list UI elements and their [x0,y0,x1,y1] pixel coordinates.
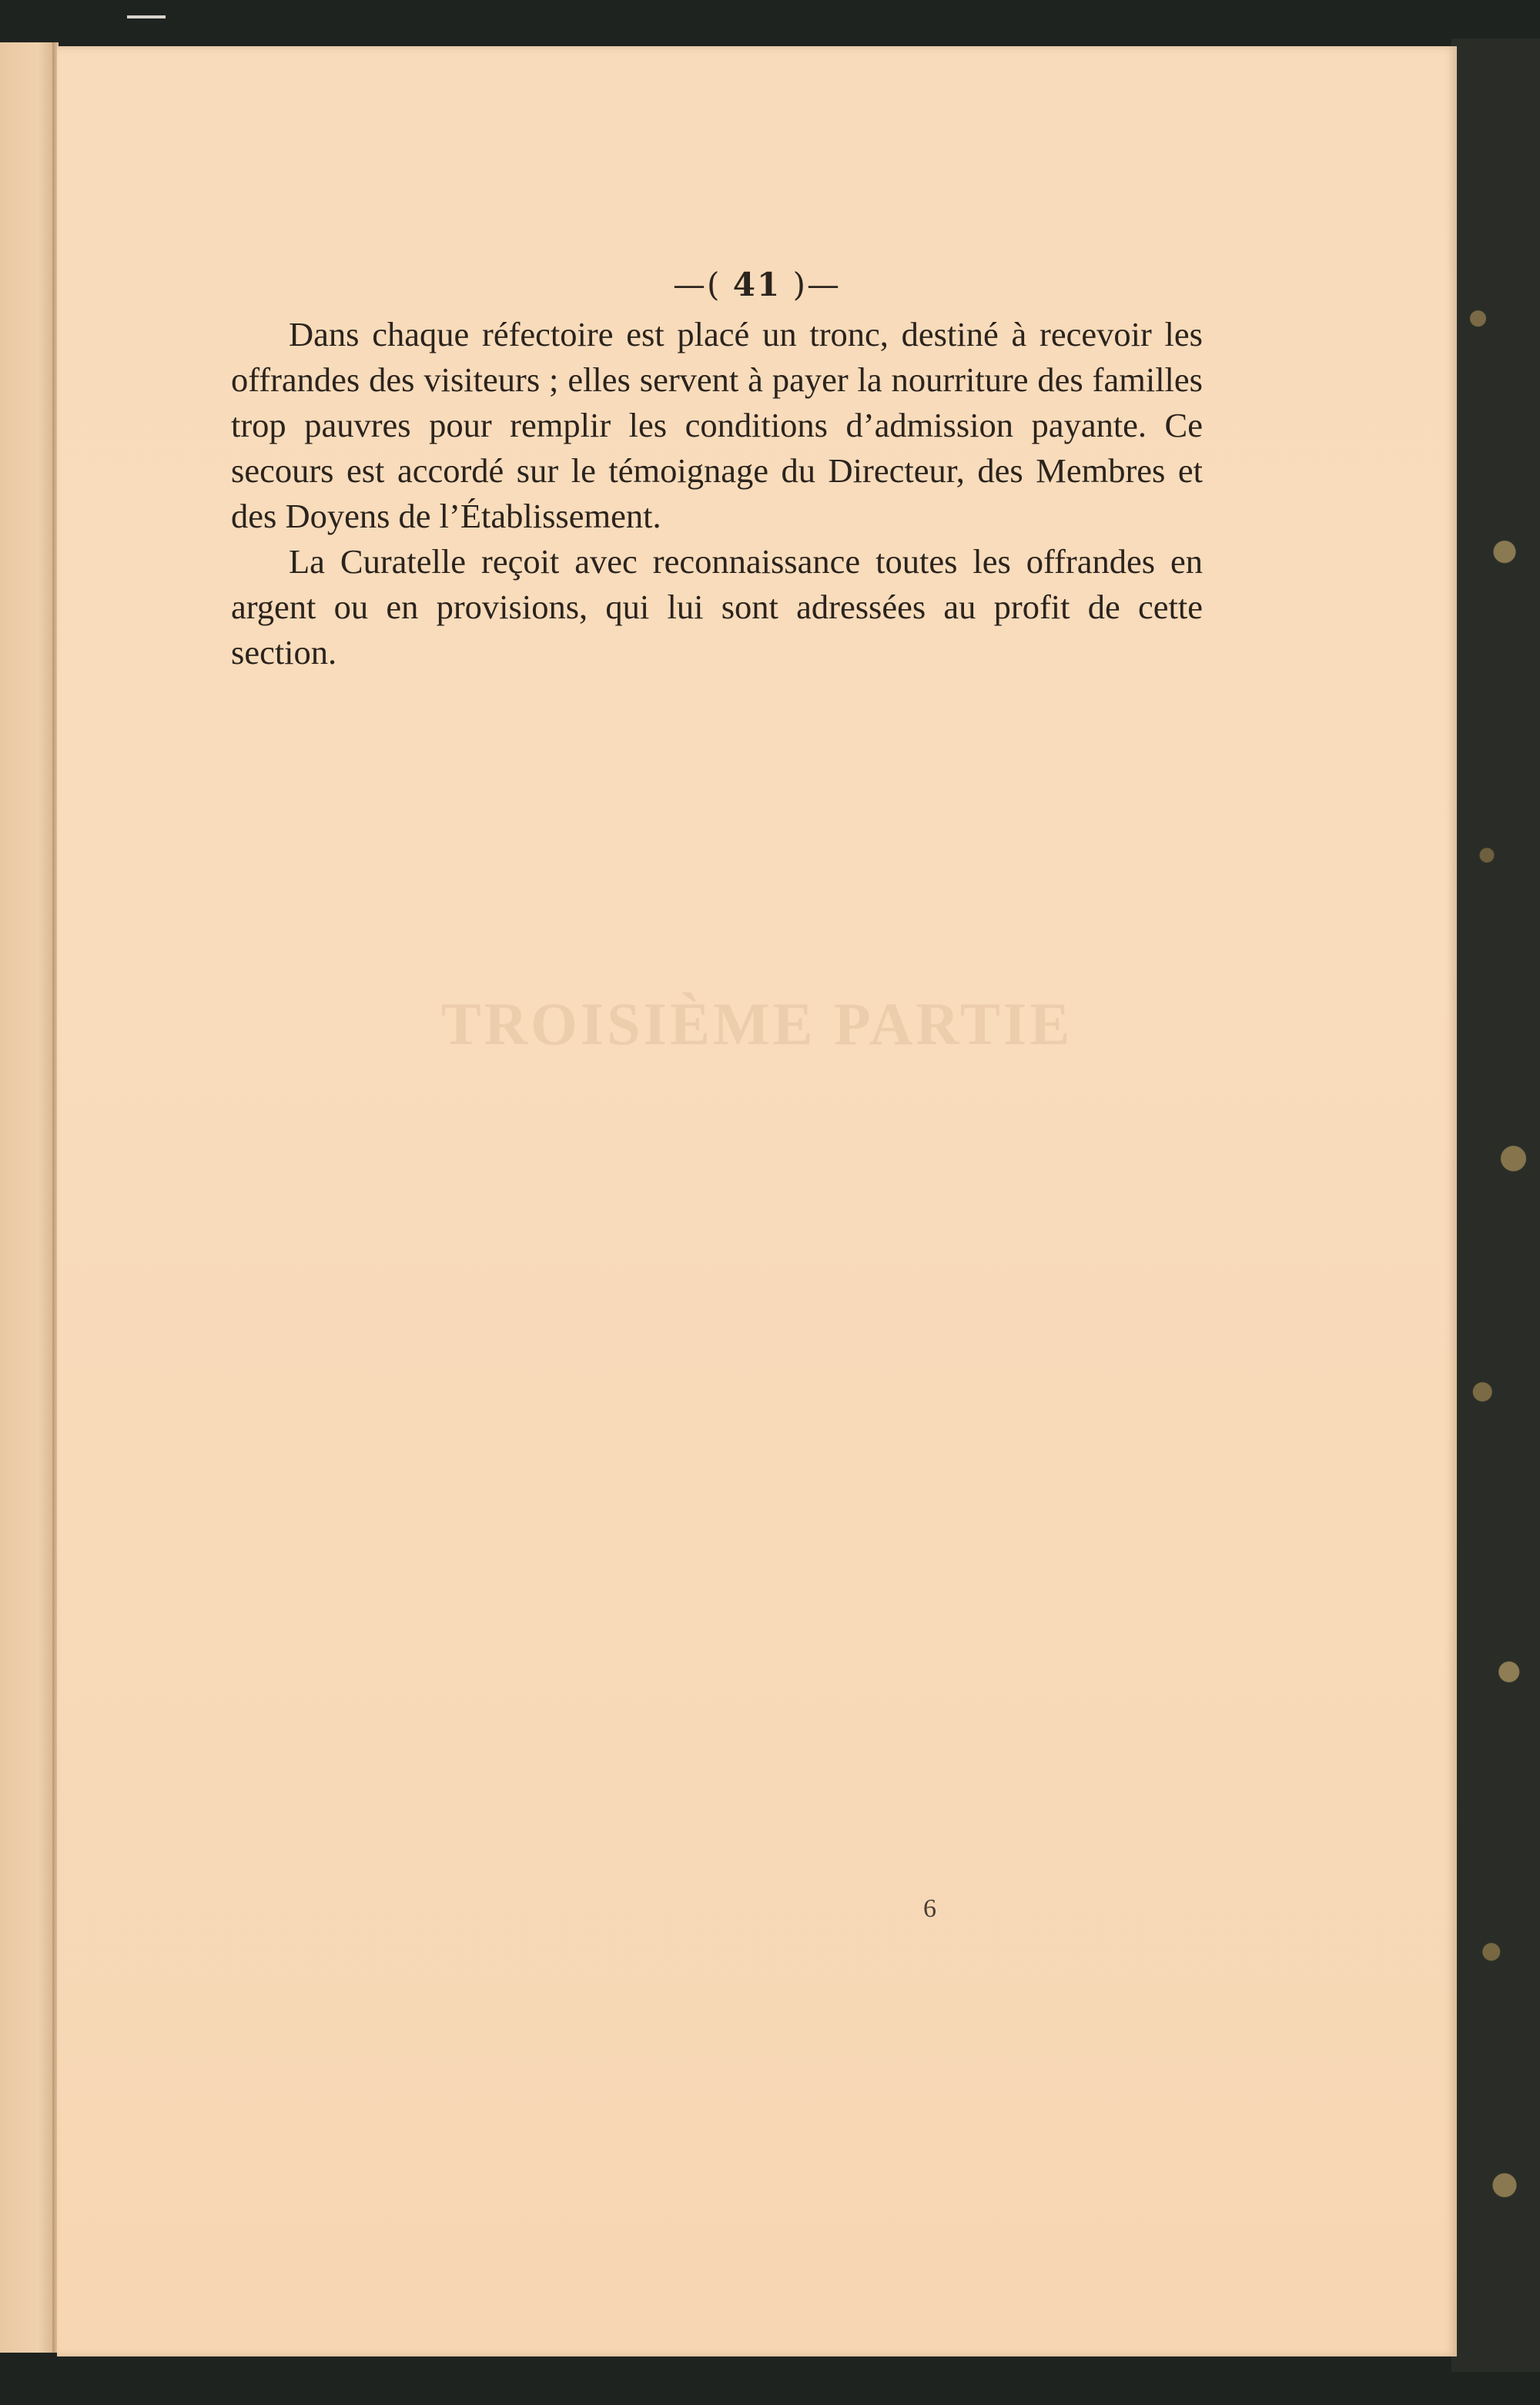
running-header [57,266,1457,303]
header-right-dash: )— [792,266,841,303]
book-binding-edge [1451,39,1540,2372]
paragraph-curatelle: La Curatelle reçoit avec reconnaissance toutes les offrandes en argent ou en provisions, qui lui sont adressées au profit de cette section. [231,542,1203,672]
page-number: 41 [732,266,782,303]
signature-mark: 6 [923,1894,936,1923]
paragraph-refectoire: Dans chaque réfectoire est placé un tronc, destiné à recevoir les offrandes des visiteurs ; elles servent à payer la nourriture des familles trop pauvres pour remplir les conditions d’admission payante. Ce secours est accordé sur le témoignage du Directeur, des Membres et des Doyens de l’Établissement. [231,315,1203,535]
body-text [231,312,1203,675]
show-through-heading: TROISIÈME PARTIE [440,990,1073,1057]
top-edge-mark [127,15,166,18]
book-page [57,46,1457,2356]
left-page-sliver [0,42,54,2353]
header-left-dash: —( [673,266,721,303]
